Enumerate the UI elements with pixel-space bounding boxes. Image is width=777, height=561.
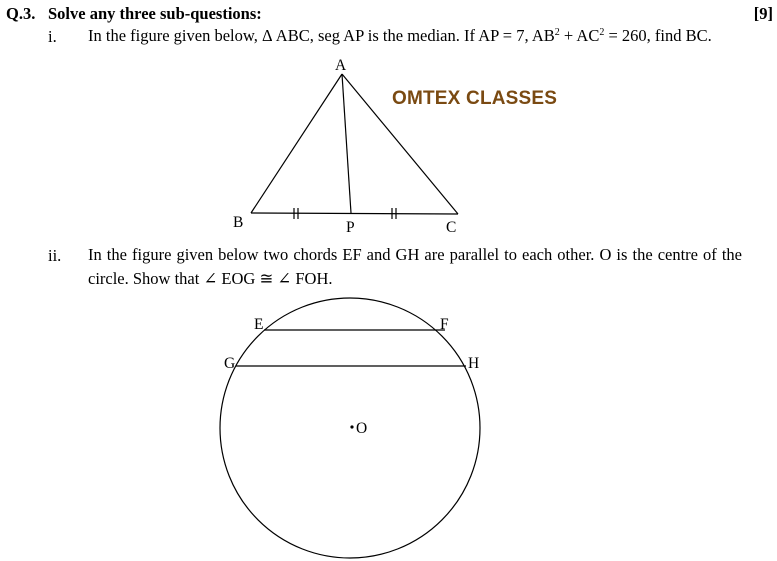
question-number: Q.3. [6,4,36,23]
label-h: H [468,355,480,372]
watermark-text: OMTEX CLASSES [392,88,558,109]
centre-point [350,425,353,428]
question-marks: [9] [753,4,773,23]
sub-question-1-text: In the figure given below, Δ ABC, seg AP is the median. If AP = 7, $AB^2 + AC^2 = 260$, find BC. [88,26,712,45]
label-f: F [440,316,449,333]
label-a: A [335,57,347,74]
question-title: Solve any three sub-questions: [48,4,262,23]
sub-question-2-text: In the figure given below two chords EF and GH are parallel to each other. O is the centre of the circle. Show that ∠ EOG ≅ ∠ FOH. [88,245,742,288]
sub-question-2-number: ii. [48,246,62,265]
label-o: O [356,420,368,437]
label-b: B [233,214,244,231]
label-e: E [254,316,264,333]
label-p: P [346,219,355,236]
circle [220,298,480,558]
label-c: C [446,219,457,236]
sub-question-1-number: i. [48,27,57,46]
label-g: G [224,355,236,372]
